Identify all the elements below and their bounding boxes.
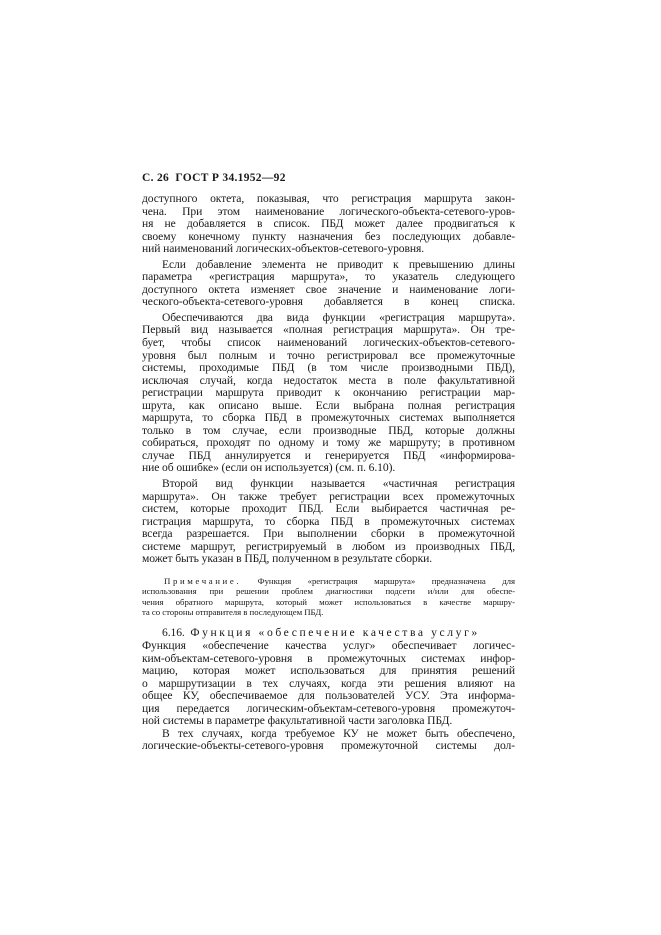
text-line: своему конечному пункту назначения без последующих добавле-	[142, 229, 515, 243]
section-title: Функция «обеспечение качества услуг»	[190, 626, 480, 640]
text-line: ний наименований логических-объектов-сетевого-уровня.	[142, 242, 425, 256]
text-line: маршрута». Он также требует регистрации всех промежуточных	[142, 489, 515, 503]
text-line: ной системы в параметре факультативной части заголовка ПБД.	[142, 714, 453, 728]
text-line: В тех случаях, когда требуемое КУ не может быть обеспечено,	[162, 726, 515, 740]
text-line: мацию, которая может использоваться для принятия решений	[142, 664, 515, 678]
text-line: Если добавление элемента не приводит к превышению длины	[162, 257, 515, 271]
paragraph-1	[142, 193, 515, 256]
section-number: 6.16.	[162, 626, 185, 640]
page-number: С. 26	[142, 172, 170, 184]
text-line: доступного октета, показывая, что регистрация маршрута закон-	[142, 192, 515, 205]
text-line: ческого-объекта-сетевого-уровня добавляется в конец списка.	[142, 295, 515, 309]
note-first-line	[142, 576, 515, 586]
standard-designation: ГОСТ Р 34.1952—92	[175, 172, 286, 184]
text-line: системе маршрут, регистрируемый в любом из производных ПБД,	[142, 539, 515, 553]
text-line: общее КУ, обеспечиваемое для пользователей УСУ. Эта информа-	[142, 689, 515, 703]
text-line: ние об ошибке» (если он используется) (см. п. 6.10).	[142, 461, 396, 475]
text-line: доступного октета изменяет свое значение и наименование логи-	[142, 282, 515, 296]
note-label: Примечание.	[164, 575, 242, 586]
text-line: случае ПБД аннулируется и генерируется ПБД «информирова-	[142, 448, 515, 462]
text-line: исключая случай, когда недостаток места в поле факультативной	[142, 373, 515, 387]
note-block	[142, 576, 515, 618]
text-line: шрута, как описано выше. Если выбрана полная регистрация	[142, 398, 515, 412]
text-line: параметра «регистрация маршрута», то указатель следующего	[142, 270, 515, 284]
text-line: Первый вид называется «полная регистрация маршрута». Он тре-	[142, 323, 515, 337]
text-line: ким-объектам-сетевого-уровня в промежуточных системах инфор-	[142, 651, 515, 665]
text-line: логические-объекты-сетевого-уровня промежуточной системы дол-	[142, 739, 515, 753]
note-line: использования при решении проблем диагностики подсети и/или для обеспе-	[142, 586, 515, 597]
paragraph-5	[142, 640, 515, 728]
text-line: Функция «обеспечение качества услуг» обеспечивает логичес-	[142, 639, 515, 653]
paragraph-3	[142, 312, 515, 475]
text-line: ня не добавляется в список. ПБД может далее продвигаться к	[142, 217, 515, 231]
text-line: гистрация маршрута, то сборка ПБД в промежуточных системах	[142, 514, 515, 528]
paragraph-6	[142, 728, 515, 753]
paragraph-2	[142, 259, 515, 309]
text-line: только в том случае, если производные ПБД, которые должны	[142, 423, 515, 437]
text-line: Второй вид функции называется «частичная регистрация	[162, 477, 515, 491]
page-header	[142, 172, 286, 184]
text-line: бует, чтобы список наименований логических-объектов-сетевого-	[142, 336, 515, 350]
note-text: Функция «регистрация маршрута» предназначена для	[257, 575, 515, 586]
text-line: собираться, проходят по одному и тому же маршруту; в противном	[142, 436, 515, 450]
text-line: чена. При этом наименование логического-объекта-сетевого-уров-	[142, 204, 515, 218]
text-line: регистрации маршрута приводит к окончанию регистрации мар-	[142, 386, 515, 400]
paragraph-4	[142, 478, 515, 566]
text-line: ция передается логическим-объектам-сетевого-уровня промежуточ-	[142, 701, 515, 715]
note-line: чения обратного маршрута, который может использоваться в качестве маршру-	[142, 596, 515, 607]
text-line: Обеспечиваются два вида функции «регистрация маршрута».	[162, 310, 515, 324]
text-line: систем, которые проходит ПБД. Если выбирается частичная ре-	[142, 502, 515, 516]
text-line: системы, проходимые ПБД (в том числе производными ПБД),	[142, 361, 515, 375]
text-line: о маршрутизации в тех случаях, когда эти решения влияют на	[142, 676, 515, 690]
note-line: та со стороны отправителя в последующем ПБД.	[142, 607, 324, 618]
text-line: маршрута, то сборка ПБД в промежуточных системах выполняется	[142, 411, 515, 425]
text-line: всегда разрешается. При выполнении сборки в промежуточной	[142, 527, 515, 541]
text-line: уровня был полным и точно регистрировал все промежуточные	[142, 348, 515, 362]
text-line: может быть указан в ПБД, полученном в результате сборки.	[142, 552, 433, 566]
page-body	[142, 193, 515, 753]
